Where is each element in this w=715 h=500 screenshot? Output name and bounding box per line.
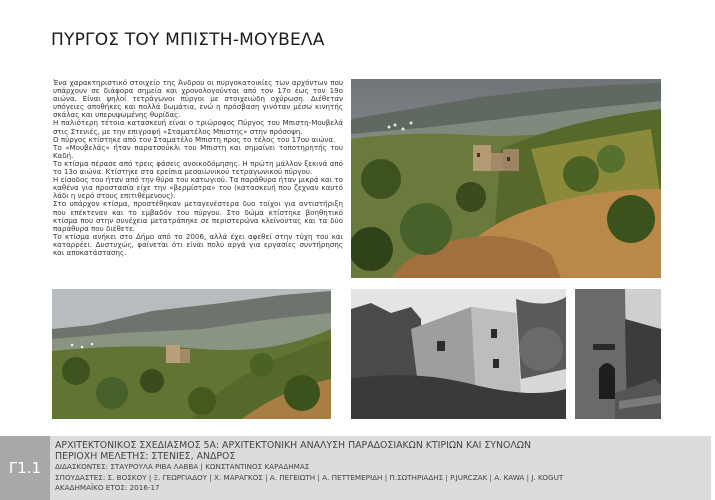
paragraph: Ένα χαρακτηριστικό στοιχείο της Άνδρου οι πυργοκατοικίες των αρχόντων που υπάρχουν σε διάφορα σημεία και χρονολογούνται από τον 17ο έως τον 19ο αιώνα. Είναι ψηλοί τετράγωνοι πύργοι με στοιχειώδη οχύρωση. Διέθεταν υπόγειες αποθήκες και πολλά δωμάτια, ενώ η πρόσβαση γινόταν μέσω κινητής σκάλας και υπερυψωμένης θυρίδας. <box>53 78 343 120</box>
description-text <box>53 79 343 257</box>
paragraph: Το «Μουβελάς» ήταν παρατσούκλι του Μπιστη και σημαίνει τοποτηρητής του Καδή. <box>53 142 343 160</box>
teachers-line: ΔΙΔΑΣΚΟΝΤΕΣ: ΣΤΑΥΡΟΥΛΑ ΡΙΒΑ ΛΑΒΒΑ | ΚΩΝΣΤΑΝΤΙΝΟΣ ΚΑΡΑΔΗΜΑΣ <box>55 462 310 471</box>
tower-entrance-photo <box>575 289 661 419</box>
paragraph: Η παλιότερη τέτοια κατασκευή είναι ο τριώροφος Πύργος του Μπιστη-Μουβελά στις Στενιές, με την επιγραφή «Σταματέλος Μπιστης» στην πρόσοψη. <box>53 118 343 136</box>
tower-archive-photo <box>351 289 566 419</box>
study-area: ΠΕΡΙΟΧΗ ΜΕΛΕΤΗΣ: ΣΤΕΝΙΕΣ, ΑΝΔΡΟΣ <box>55 451 236 462</box>
sheet-code: Γ1.1 <box>0 436 50 500</box>
paragraph: Το κτίσμα πέρασε από τρεις φάσεις ανοικοδόμησης. Η πρώτη μάλλον ξεκινά από το 13ο αιώνα. Κτίστηκε στα ερείπια μεσαιωνικού τετραγωνικού πύργου. <box>53 158 343 177</box>
paragraph: Το κτίσμα ανήκει στο Δήμο από το 2006, αλλά έχει αφεθεί στην τύχη του και καταρρέει. Δυστυχώς, φαίνεται ότι είναι πολύ αργά για εργασίες συντήρησης και αποκατάστασης. <box>53 231 343 257</box>
footer-bar <box>0 436 711 500</box>
paragraph: Ο πύργος κτίστηκε από τον Σταματέλο Μπιστη προς το τέλος του 17ου αιώνα. <box>53 134 336 144</box>
course-title: ΑΡΧΙΤΕΚΤΟΝΙΚΟΣ ΣΧΕΔΙΑΣΜΟΣ 5Α: ΑΡΧΙΤΕΚΤΟΝΙΚΗ ΑΝΑΛΥΣΗ ΠΑΡΑΔΟΣΙΑΚΩΝ ΚΤΙΡΙΩΝ ΚΑΙ ΣΥΝΟΛΩΝ <box>55 440 531 451</box>
academic-year: ΑΚΑΔΗΜΑΪΚΟ ΕΤΟΣ: 2016-17 <box>55 483 160 492</box>
page-title: ΠΥΡΓΟΣ ΤΟΥ ΜΠΙΣΤΗ-ΜΟΥΒΕΛΑ <box>51 30 325 50</box>
tower-landscape-photo <box>351 79 661 278</box>
paragraph: Στο υπάρχον κτίσμα, προστέθηκαν μεταγενέστερα δυο τοίχοι για αντιστήριξη που επέκτεναν και το εμβαδόν του πύργου. Στο δώμα κτίστηκε βοηθητικό κτίσμα που στην συνέχεια μετατράπηκε σε περιστερώνα κλείνοντας και τα δύο παράθυρα που διέθετε. <box>53 199 343 233</box>
paragraph: Η είσοδος του ήταν από την θύρα του κατωγιού. Τα παράθυρα ήταν μικρά και το καθένα για προστασία είχε την «βερμίστρα» του (κατασκευή που ζεχναν καυτό λάδι η νερό στους επιτιθέμενους). <box>53 175 343 201</box>
footer-info <box>55 440 705 494</box>
students-line: ΣΠΟΥΔΑΣΤΕΣ: Σ. ΒΟΣΚΟΥ | Ξ. ΓΕΩΡΓΙΑΔΟΥ | Χ. ΜΑΡΑΓΚΟΣ | Α. ΠΕΓΕΙΩΤΗ | Α. ΠΕΤΤΕΜΕΡΙΔΗ | Π.ΣΩΤΗΡΙΑΔΗΣ | P.JURCZAK | A. KAWA | J. KOGUT <box>55 472 564 482</box>
tower-valley-photo <box>52 289 331 419</box>
